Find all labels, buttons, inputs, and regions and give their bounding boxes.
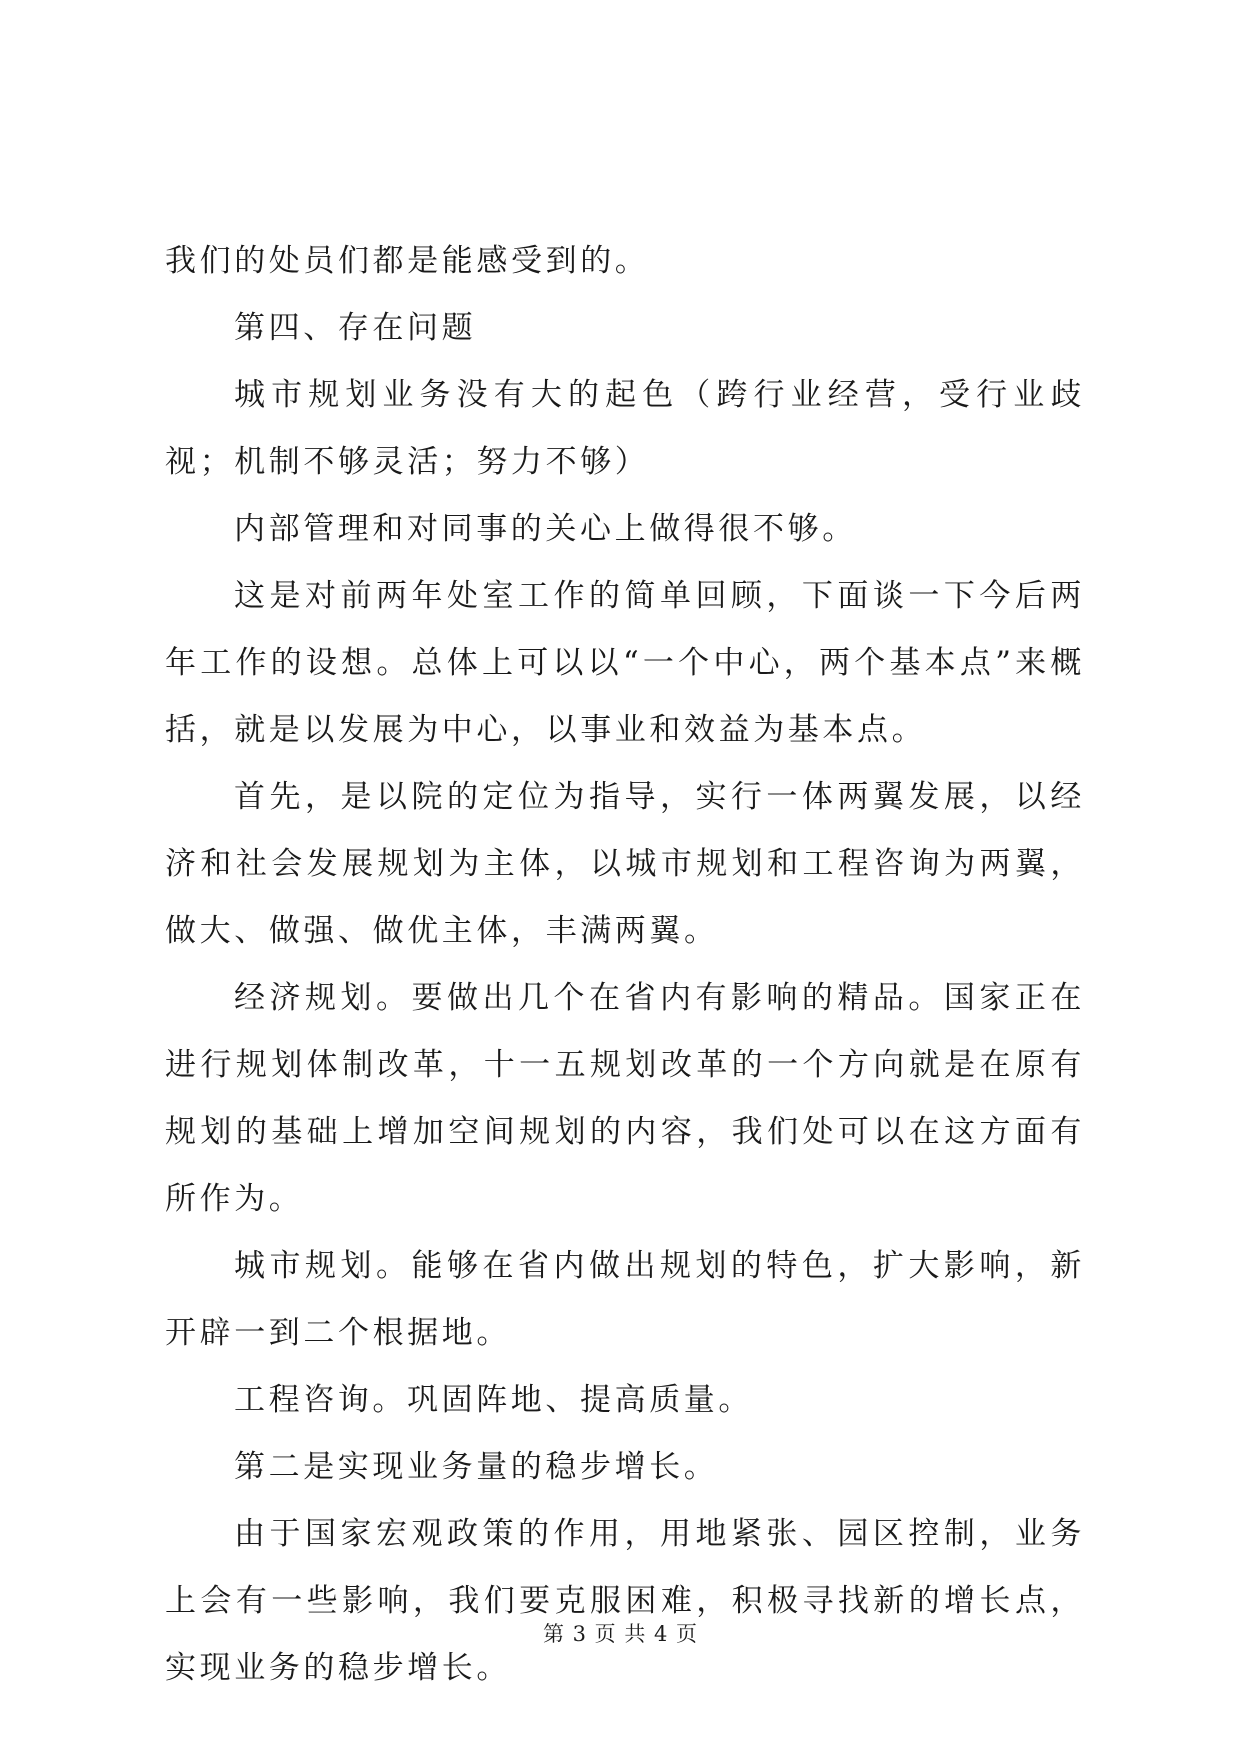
paragraph: 城市规划。能够在省内做出规划的特色，扩大影响，新开辟一到二个根据地。 [165, 1248, 1085, 1351]
paragraph: 工程咨询。巩固阵地、提高质量。 [234, 1382, 753, 1418]
paragraph: 城市规划业务没有大的起色（跨行业经营，受行业歧视；机制不够灵活；努力不够） [165, 377, 1085, 480]
paragraph: 内部管理和对同事的关心上做得很不够。 [234, 511, 857, 547]
paragraph: 首先，是以院的定位为指导，实行一体两翼发展，以经济和社会发展规划为主体，以城市规划和工程咨询为两翼，做大、做强、做优主体，丰满两翼。 [165, 779, 1085, 949]
paragraph: 经济规划。要做出几个在省内有影响的精品。国家正在进行规划体制改革，十一五规划改革的一个方向就是在原有规划的基础上增加空间规划的内容，我们处可以在这方面有所作为。 [165, 980, 1085, 1217]
document-body [165, 228, 1085, 1702]
page-number-footer: 第 3 页 共 4 页 [542, 1622, 699, 1646]
paragraph: 第二是实现业务量的稳步增长。 [234, 1449, 719, 1485]
paragraph: 由于国家宏观政策的作用，用地紧张、园区控制，业务上会有一些影响，我们要克服困难，积极寻找新的增长点，实现业务的稳步增长。 [165, 1516, 1085, 1686]
paragraph: 这是对前两年处室工作的简单回顾，下面谈一下今后两年工作的设想。总体上可以以“一个中心，两个基本点”来概括，就是以发展为中心，以事业和效益为基本点。 [165, 578, 1085, 748]
section-heading: 第四、存在问题 [234, 310, 477, 346]
paragraph: 我们的处员们都是能感受到的。 [165, 243, 650, 279]
